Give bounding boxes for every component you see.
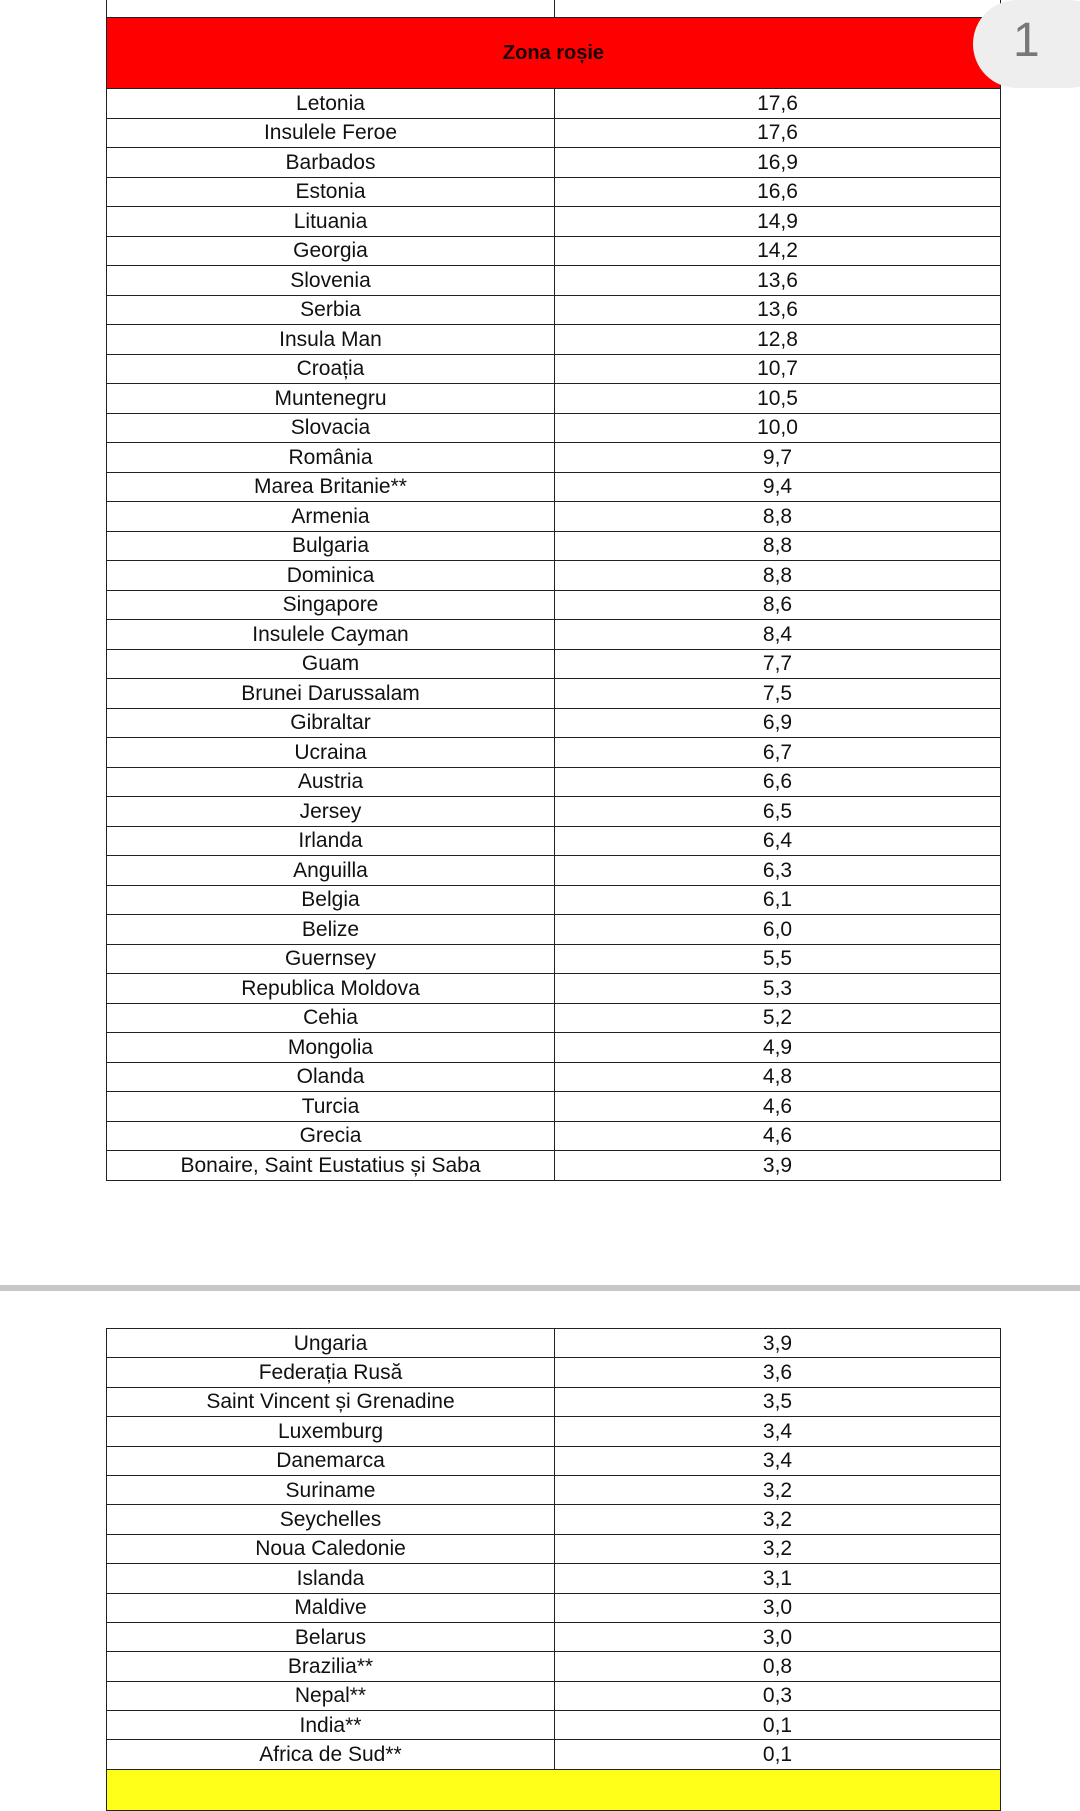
value-cell: 0,1	[555, 1740, 1001, 1769]
table-row	[107, 649, 1001, 679]
value-cell: 8,6	[555, 590, 1001, 620]
continued-table	[106, 1328, 1001, 1811]
country-cell: Suriname	[107, 1475, 555, 1504]
country-cell: Muntenegru	[107, 384, 555, 414]
value-cell: 8,8	[555, 561, 1001, 591]
table-row	[107, 1681, 1001, 1710]
value-cell: 6,5	[555, 797, 1001, 827]
table-row	[107, 384, 1001, 414]
country-cell: Barbados	[107, 148, 555, 178]
country-cell: Gibraltar	[107, 708, 555, 738]
value-cell: 9,7	[555, 443, 1001, 473]
table-row	[107, 1446, 1001, 1475]
value-cell: 4,6	[555, 1092, 1001, 1122]
country-cell: Olanda	[107, 1062, 555, 1092]
table-row	[107, 1387, 1001, 1416]
value-cell: 3,2	[555, 1505, 1001, 1534]
red-zone-table	[106, 0, 1001, 1181]
value-cell: 6,1	[555, 885, 1001, 915]
table-row	[107, 1062, 1001, 1092]
country-cell: Irlanda	[107, 826, 555, 856]
table-row	[107, 1652, 1001, 1681]
country-cell: Turcia	[107, 1092, 555, 1122]
value-cell: 3,5	[555, 1387, 1001, 1416]
country-cell: Insulele Feroe	[107, 118, 555, 148]
table-row	[107, 1151, 1001, 1181]
table-row	[107, 177, 1001, 207]
country-cell: Bonaire, Saint Eustatius și Saba	[107, 1151, 555, 1181]
country-cell: Dominica	[107, 561, 555, 591]
country-cell: Cehia	[107, 1003, 555, 1033]
value-cell: 0,3	[555, 1681, 1001, 1710]
country-cell: Brunei Darussalam	[107, 679, 555, 709]
table-row	[107, 590, 1001, 620]
value-cell: 8,8	[555, 531, 1001, 561]
country-cell: Belarus	[107, 1622, 555, 1651]
country-cell: Seychelles	[107, 1505, 555, 1534]
country-cell: Georgia	[107, 236, 555, 266]
table-row	[107, 1475, 1001, 1504]
country-cell: Islanda	[107, 1564, 555, 1593]
value-cell: 3,2	[555, 1475, 1001, 1504]
table-row	[107, 708, 1001, 738]
table-row	[107, 266, 1001, 296]
table-top-stub-row	[107, 0, 1001, 18]
value-cell: 3,1	[555, 1564, 1001, 1593]
country-cell: Armenia	[107, 502, 555, 532]
country-cell: Ucraina	[107, 738, 555, 768]
country-cell: Saint Vincent și Grenadine	[107, 1387, 555, 1416]
table-row	[107, 1711, 1001, 1740]
table-row	[107, 1033, 1001, 1063]
table-row	[107, 236, 1001, 266]
value-cell: 3,4	[555, 1446, 1001, 1475]
value-cell: 16,6	[555, 177, 1001, 207]
value-cell: 0,8	[555, 1652, 1001, 1681]
yellow-zone-header	[107, 1769, 1001, 1810]
table-row	[107, 354, 1001, 384]
value-cell: 6,0	[555, 915, 1001, 945]
table-row	[107, 1740, 1001, 1769]
table-row	[107, 1329, 1001, 1358]
table-row	[107, 797, 1001, 827]
value-cell: 4,8	[555, 1062, 1001, 1092]
country-cell: Insulele Cayman	[107, 620, 555, 650]
value-cell: 7,5	[555, 679, 1001, 709]
country-cell: Noua Caledonie	[107, 1534, 555, 1563]
value-cell: 7,7	[555, 649, 1001, 679]
value-cell: 3,6	[555, 1358, 1001, 1387]
table-row	[107, 1003, 1001, 1033]
value-cell: 8,4	[555, 620, 1001, 650]
table-row	[107, 502, 1001, 532]
table-row	[107, 1417, 1001, 1446]
document-page-2	[0, 1291, 1080, 1796]
table-row	[107, 738, 1001, 768]
value-cell: 8,8	[555, 502, 1001, 532]
country-cell: Guam	[107, 649, 555, 679]
country-cell: Luxemburg	[107, 1417, 555, 1446]
country-cell: Jersey	[107, 797, 555, 827]
country-cell: Maldive	[107, 1593, 555, 1622]
country-cell: Republica Moldova	[107, 974, 555, 1004]
table-row	[107, 974, 1001, 1004]
country-cell: Ungaria	[107, 1329, 555, 1358]
value-cell: 3,9	[555, 1151, 1001, 1181]
value-cell: 3,0	[555, 1593, 1001, 1622]
value-cell: 4,6	[555, 1121, 1001, 1151]
table-row	[107, 915, 1001, 945]
value-cell: 6,7	[555, 738, 1001, 768]
table-row	[107, 679, 1001, 709]
page-number-badge: 1	[973, 0, 1080, 88]
country-cell: Federația Rusă	[107, 1358, 555, 1387]
country-cell: Belgia	[107, 885, 555, 915]
country-cell: Bulgaria	[107, 531, 555, 561]
value-cell: 17,6	[555, 89, 1001, 119]
value-cell: 6,4	[555, 826, 1001, 856]
country-cell: Marea Britanie**	[107, 472, 555, 502]
value-cell: 9,4	[555, 472, 1001, 502]
country-cell: Insula Man	[107, 325, 555, 355]
table-row	[107, 1593, 1001, 1622]
country-cell: Singapore	[107, 590, 555, 620]
table-row	[107, 561, 1001, 591]
country-cell: Croația	[107, 354, 555, 384]
table-row	[107, 413, 1001, 443]
table-row	[107, 1358, 1001, 1387]
country-cell: Belize	[107, 915, 555, 945]
table-row	[107, 885, 1001, 915]
table-row	[107, 443, 1001, 473]
country-cell: Slovenia	[107, 266, 555, 296]
table-row	[107, 856, 1001, 886]
value-cell: 5,2	[555, 1003, 1001, 1033]
country-cell: Estonia	[107, 177, 555, 207]
value-cell: 5,5	[555, 944, 1001, 974]
value-cell: 13,6	[555, 266, 1001, 296]
value-cell: 6,3	[555, 856, 1001, 886]
table-row	[107, 944, 1001, 974]
table-row	[107, 148, 1001, 178]
country-cell: Slovacia	[107, 413, 555, 443]
table-row	[107, 1121, 1001, 1151]
value-cell: 0,1	[555, 1711, 1001, 1740]
value-cell: 17,6	[555, 118, 1001, 148]
value-cell: 16,9	[555, 148, 1001, 178]
value-cell: 10,5	[555, 384, 1001, 414]
table-row	[107, 826, 1001, 856]
value-cell: 6,9	[555, 708, 1001, 738]
value-cell: 10,7	[555, 354, 1001, 384]
value-cell: 5,3	[555, 974, 1001, 1004]
table-row	[107, 325, 1001, 355]
country-cell: Guernsey	[107, 944, 555, 974]
country-cell: Austria	[107, 767, 555, 797]
country-cell: Lituania	[107, 207, 555, 237]
yellow-zone-cell	[107, 1769, 1001, 1810]
country-cell: România	[107, 443, 555, 473]
value-cell: 14,9	[555, 207, 1001, 237]
country-cell: Grecia	[107, 1121, 555, 1151]
country-cell: Brazilia**	[107, 1652, 555, 1681]
table-row	[107, 207, 1001, 237]
value-cell: 12,8	[555, 325, 1001, 355]
table-row	[107, 1564, 1001, 1593]
country-cell: Letonia	[107, 89, 555, 119]
country-cell: Mongolia	[107, 1033, 555, 1063]
table-row	[107, 1622, 1001, 1651]
value-cell: 13,6	[555, 295, 1001, 325]
country-cell: Nepal**	[107, 1681, 555, 1710]
country-cell: Africa de Sud**	[107, 1740, 555, 1769]
table-row	[107, 1505, 1001, 1534]
value-cell: 3,4	[555, 1417, 1001, 1446]
value-cell: 10,0	[555, 413, 1001, 443]
country-cell: Serbia	[107, 295, 555, 325]
value-cell: 3,2	[555, 1534, 1001, 1563]
table-row	[107, 620, 1001, 650]
table-row	[107, 118, 1001, 148]
red-zone-title: Zona roșie	[107, 18, 1001, 89]
table-row	[107, 531, 1001, 561]
table-row	[107, 1534, 1001, 1563]
table-row	[107, 1092, 1001, 1122]
country-cell: Anguilla	[107, 856, 555, 886]
table-row	[107, 89, 1001, 119]
value-cell: 4,9	[555, 1033, 1001, 1063]
value-cell: 6,6	[555, 767, 1001, 797]
value-cell: 14,2	[555, 236, 1001, 266]
table-row	[107, 472, 1001, 502]
country-cell: India**	[107, 1711, 555, 1740]
table-row	[107, 295, 1001, 325]
country-cell: Danemarca	[107, 1446, 555, 1475]
value-cell: 3,9	[555, 1329, 1001, 1358]
table-row	[107, 767, 1001, 797]
value-cell: 3,0	[555, 1622, 1001, 1651]
red-zone-header	[107, 18, 1001, 89]
